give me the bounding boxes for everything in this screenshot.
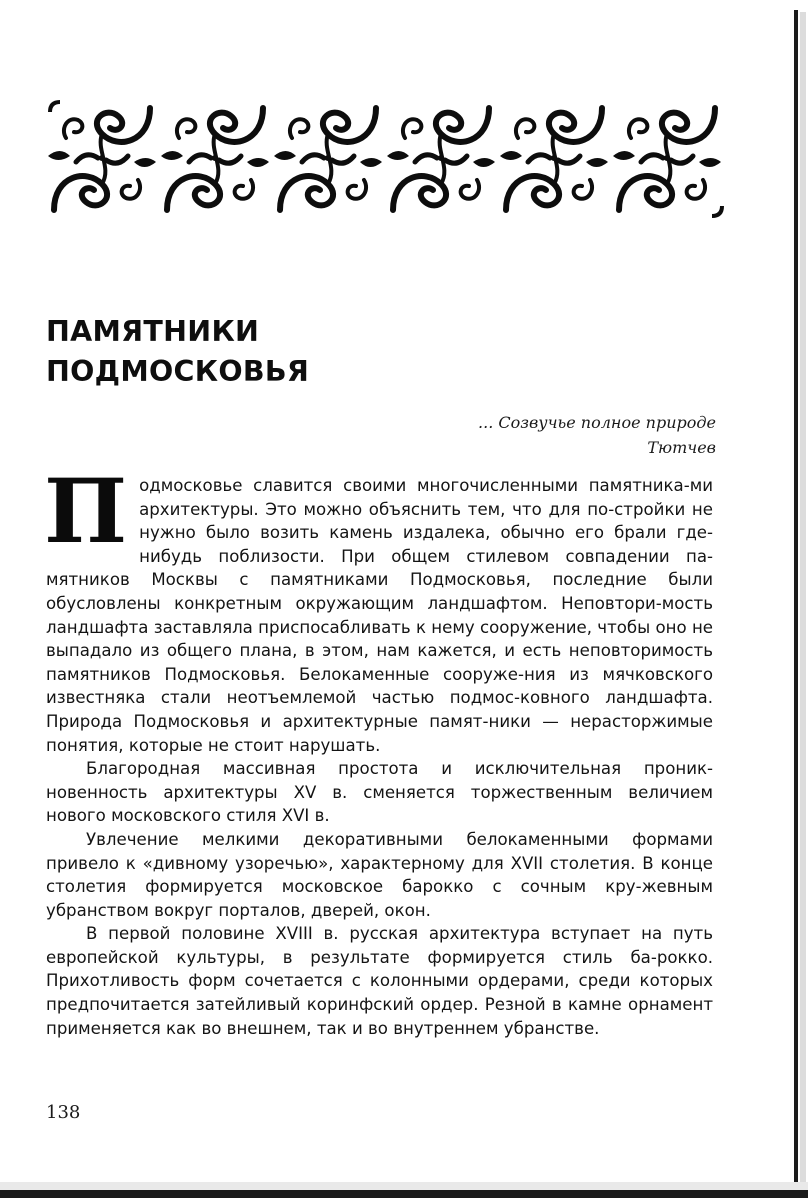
- paragraph-4: В первой половине XVIII в. русская архитектура вступает на путь европейской культуры, в результате формируется стиль ба-рокко. Прихотливость форм сочетается с колонными ордерами, среди которых предпочитается затейливый коринфский ордер. Резной в камне орнамент применяется как во внешнем, так и во внутреннем убранстве.: [46, 924, 713, 1038]
- drop-cap: П: [44, 459, 128, 563]
- scan-edge-bottom: [0, 1190, 808, 1198]
- title-line-2: ПОДМОСКОВЬЯ: [46, 355, 310, 388]
- paragraph-2: Благородная массивная простота и исключительная проник-новенность архитектуры XV в. сменяется торжественным величием нового московского стиля XVI в.: [46, 759, 713, 826]
- paragraph-3: Увлечение мелкими декоративными белокаменными формами привело к «дивному узоречью», характерному для XVII столетия. В конце столетия формируется московское барокко с сочным кру-жевным убранством вокруг порталов, дверей, окон.: [46, 829, 713, 920]
- title-line-1: ПАМЯТНИКИ: [46, 315, 260, 348]
- epigraph: [196, 410, 716, 460]
- page-title: [46, 312, 706, 392]
- scan-edge-right: [794, 0, 808, 1198]
- epigraph-author: Тютчев: [647, 438, 716, 457]
- page-number: 138: [46, 1102, 81, 1123]
- body-text: [44, 459, 714, 1040]
- scroll-vine-border-icon: [46, 98, 726, 220]
- paragraph-1: [44, 459, 714, 757]
- paragraph-1-text: одмосковье славится своими многочисленными памятника-ми архитектуры. Это можно объяснить тем, что для по-стройки не нужно было возить камень издалека, обычно его брали где-нибудь поблизости. При общем стилевом совпадении па-мятников Москвы с памятниками Подмосковья, последние были обусловлены конкретным окружающим ландшафтом. Неповтори-мость ландшафта заставляла приспосабливать к нему сооружение, чтобы оно не выпадало из общего плана, в этом, нам кажется, и есть неповторимость памятников Подмосковья. Белокаменные сооруже-ния из мячковского известняка стали неотъемлемой частью подмос-ковного ландшафта. Природа Подмосковья и архитектурные памят-ники — нерасторжимые понятия, которые не стоит нарушать.: [46, 476, 714, 755]
- epigraph-quote: ... Созвучье полное природе: [478, 413, 716, 432]
